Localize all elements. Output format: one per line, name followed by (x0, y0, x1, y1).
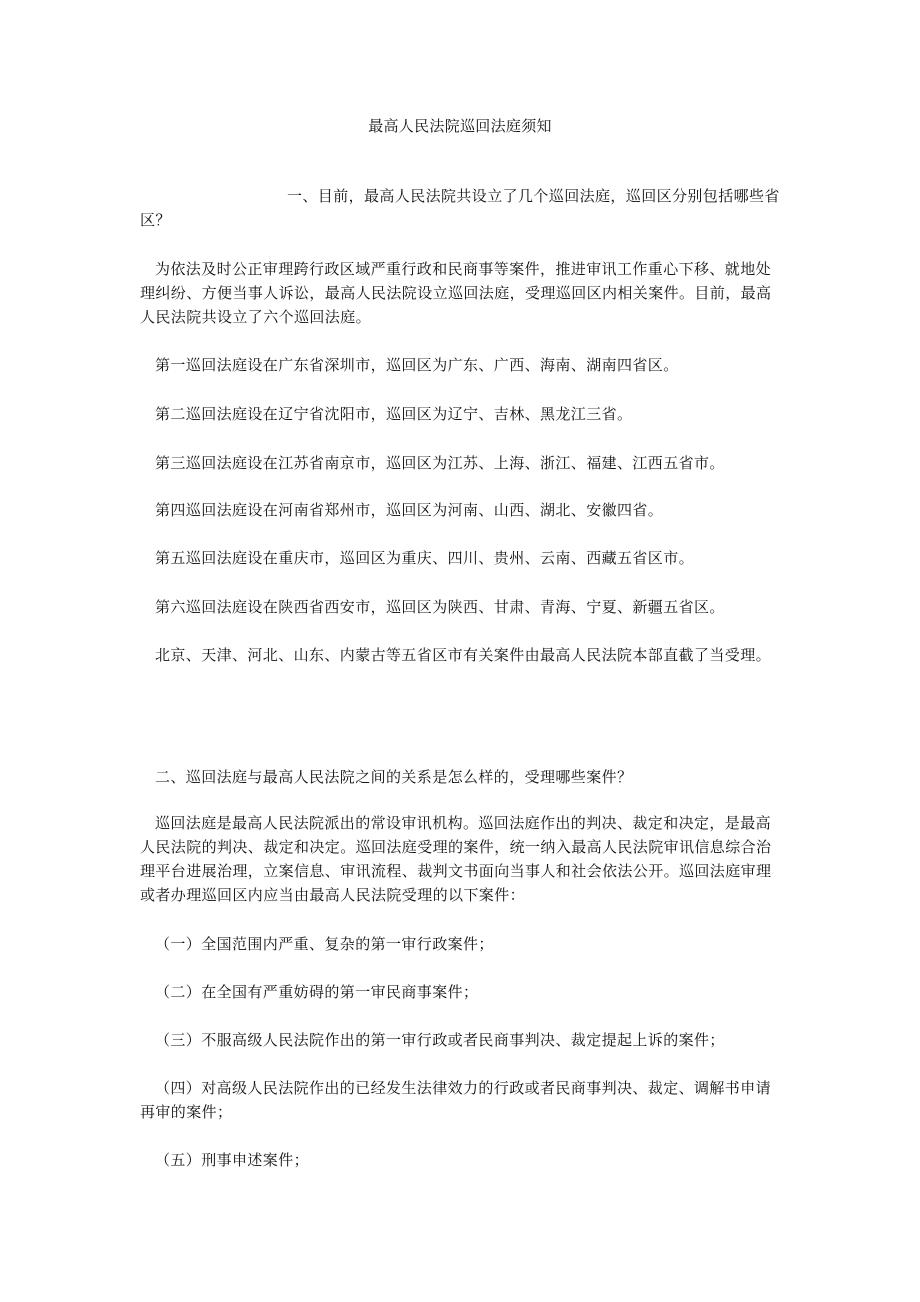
case-item-4 (140, 1076, 780, 1124)
court-paragraph-4 (140, 498, 780, 522)
section2-relation-text: 巡回法庭是最高人民法院派出的常设审讯机构。巡回法庭作出的判决、裁定和决定，是最高人民法院的判决、裁定和决定。巡回法庭受理的案件，统一纳入最高人民法院审讯信息综合治理平台进展治理，立案信息、审讯流程、裁判文书面向当事人和社会依法公开。巡回法庭审理或者办理巡回区内应当由最高人民法院受理的以下案件： (140, 814, 772, 904)
section1-intro-text: 为依法及时公正审理跨行政区域严重行政和民商事等案件，推进审讯工作重心下移、就地处理纠纷、方便当事人诉讼，最高人民法院设立巡回法庭，受理巡回区内相关案件。目前，最高人民法院共设立了六个巡回法庭。 (140, 260, 772, 326)
court-paragraph-5 (140, 546, 780, 570)
court-text-3: 第三巡回法庭设在江苏省南京市，巡回区为江苏、上海、浙江、福建、江西五省市。 (155, 454, 725, 472)
section2-relation (140, 811, 780, 907)
section2-question-text: 二、巡回法庭与最高人民法院之间的关系是怎么样的，受理哪些案件？ (155, 768, 633, 786)
court-text-2: 第二巡回法庭设在辽宁省沈阳市，巡回区为辽宁、吉林、黑龙江三省。 (155, 405, 633, 423)
case-item-2 (140, 980, 780, 1004)
section1-intro (140, 257, 780, 329)
section2-question (140, 765, 780, 789)
court-text-4: 第四巡回法庭设在河南省郑州市，巡回区为河南、山西、湖北、安徽四省。 (155, 501, 664, 519)
section1-note-text: 北京、天津、河北、山东、内蒙古等五省区市有关案件由最高人民法院本部直截了当受理。 (155, 646, 772, 664)
court-paragraph-3 (140, 451, 780, 475)
case-item-text-1: （一）全国范围内严重、复杂的第一审行政案件； (155, 935, 494, 953)
case-item-text-2: （二）在全国有严重妨碍的第一审民商事案件； (155, 983, 479, 1001)
court-text-1: 第一巡回法庭设在广东省深圳市，巡回区为广东、广西、海南、湖南四省区。 (155, 356, 679, 374)
court-text-6: 第六巡回法庭设在陕西省西安市，巡回区为陕西、甘肃、青海、宁夏、新疆五省区。 (155, 598, 725, 616)
section1-question (140, 184, 780, 232)
case-item-text-3: （三）不服高级人民法院作出的第一审行政或者民商事判决、裁定提起上诉的案件； (155, 1031, 725, 1049)
court-paragraph-6 (140, 595, 780, 619)
case-item-text-5: （五）刑事申述案件； (155, 1151, 310, 1169)
court-paragraph-1 (140, 353, 780, 377)
document-title: 最高人民法院巡回法庭须知 (368, 117, 552, 135)
case-item-5 (140, 1148, 780, 1172)
court-text-5: 第五巡回法庭设在重庆市，巡回区为重庆、四川、贵州、云南、西藏五省区市。 (155, 549, 695, 567)
case-item-text-4: （四）对高级人民法院作出的已经发生法律效力的行政或者民商事判决、裁定、调解书申请再审的案件； (140, 1079, 772, 1121)
court-paragraph-2 (140, 402, 780, 426)
case-item-3 (140, 1028, 780, 1052)
case-item-1 (140, 932, 780, 956)
section1-note (140, 643, 780, 667)
section1-question-text: 一、目前，最高人民法院共设立了几个巡回法庭，巡回区分别包括哪些省区？ (140, 187, 780, 229)
